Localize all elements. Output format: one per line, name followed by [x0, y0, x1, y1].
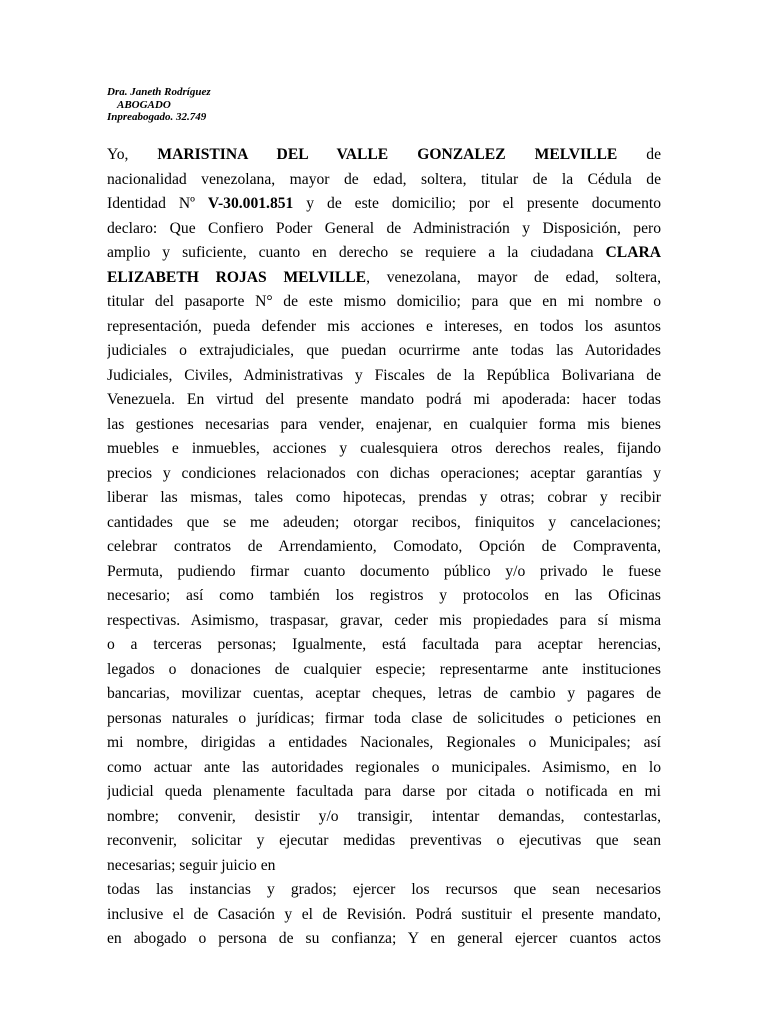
body-line — [107, 266, 661, 291]
body-text-segment: Venezuela. En virtud del presente mandato podrá mi apoderada: hacer todas — [107, 391, 661, 408]
body-text-segment: bancarias, movilizar cuentas, aceptar cheques, letras de cambio y pagares de — [107, 685, 661, 702]
power-of-attorney-body — [107, 143, 661, 952]
body-text-segment: o a terceras personas; Igualmente, está facultada para aceptar herencias, — [107, 636, 661, 653]
body-line — [107, 560, 661, 585]
body-line — [107, 486, 661, 511]
body-line — [107, 780, 661, 805]
body-line — [107, 241, 661, 266]
body-text-segment: inclusive el de Casación y el de Revisión. Podrá sustituir el presente mandato, — [107, 905, 661, 923]
body-line — [107, 437, 661, 462]
body-text-segment: legados o donaciones de cualquier especie; representarme ante instituciones — [107, 660, 661, 678]
body-text-segment: personas naturales o jurídicas; firmar toda clase de solicitudes o peticiones en — [107, 709, 661, 727]
body-line — [107, 756, 661, 781]
body-text-segment: celebrar contratos de Arrendamiento, Comodato, Opción de Compraventa, — [107, 538, 661, 555]
body-text-segment: reconvenir, solicitar y ejecutar medidas preventivas o ejecutivas que sean — [107, 832, 661, 849]
body-text-segment: mi nombre, dirigidas a entidades Nacionales, Regionales o Municipales; así — [107, 734, 661, 751]
attorney-title: ABOGADO — [117, 98, 171, 111]
body-line — [107, 829, 661, 854]
body-line — [107, 682, 661, 707]
body-line — [107, 364, 661, 389]
body-text-segment: , venezolana, mayor de edad, soltera, — [366, 268, 661, 286]
body-text-segment: las gestiones necesarias para vender, enajenar, en cualquier forma mis bienes — [107, 415, 661, 433]
body-text-segment: judiciales o extrajudiciales, que puedan ocurrirme ante todas las Autoridades — [107, 342, 661, 359]
bold-text: V-30.001.851 — [207, 195, 294, 212]
body-text-segment: Identidad Nº — [107, 195, 208, 212]
body-text-segment: nacionalidad venezolana, mayor de edad, soltera, titular de la Cédula de — [107, 170, 661, 188]
body-text-segment: de — [617, 146, 661, 163]
body-text-segment: y de este domicilio; por el presente documento — [293, 195, 661, 212]
body-text-segment: Yo, — [107, 146, 158, 163]
body-line — [107, 707, 661, 732]
body-text-segment: titular del pasaporte N° de este mismo domicilio; para que en mi nombre o — [107, 293, 661, 310]
body-line — [107, 878, 661, 903]
body-line — [107, 168, 661, 193]
body-text-segment: necesario; así como también los registros y protocolos en las Oficinas — [107, 587, 661, 604]
body-text-segment: en abogado o persona de su confianza; Y en general ejercer cuantos actos — [107, 930, 661, 947]
body-line — [107, 903, 661, 928]
body-line — [107, 633, 661, 658]
bold-text: CLARA — [605, 244, 661, 261]
body-text-segment: judicial queda plenamente facultada para darse por citada o notificada en mi — [107, 783, 661, 800]
body-line — [107, 854, 661, 879]
body-text-segment: precios y condiciones relacionados con dichas operaciones; aceptar garantías y — [107, 464, 661, 482]
body-text-segment: Judiciales, Civiles, Administrativas y Fiscales de la República Bolivariana de — [107, 366, 661, 384]
body-line — [107, 731, 661, 756]
body-text-segment: necesarias; seguir juicio en — [107, 856, 276, 874]
body-text-segment: representación, pueda defender mis acciones e intereses, en todos los asuntos — [107, 317, 661, 335]
body-text-segment: respectivas. Asimismo, traspasar, gravar, ceder mis propiedades para sí misma — [107, 611, 661, 629]
bold-text: ELIZABETH ROJAS MELVILLE — [107, 268, 367, 286]
body-text-segment: amplio y suficiente, cuanto en derecho se requiere a la ciudadana — [107, 244, 606, 261]
body-text-segment: todas las instancias y grados; ejercer los recursos que sean necesarios — [107, 881, 661, 898]
body-line — [107, 143, 661, 168]
body-line — [107, 805, 661, 830]
body-line — [107, 927, 661, 952]
body-text-segment: liberar las mismas, tales como hipotecas, prendas y otras; cobrar y recibir — [107, 489, 661, 506]
body-line — [107, 290, 661, 315]
attorney-name: Dra. Janeth Rodríguez — [107, 86, 211, 98]
body-text-segment: cantidades que se me adeuden; otorgar recibos, finiquitos y cancelaciones; — [107, 513, 661, 531]
body-text-segment: muebles e inmuebles, acciones y cualesquiera otros derechos reales, fijando — [107, 440, 661, 457]
body-text-segment: Permuta, pudiendo firmar cuanto documento público y/o privado le fuese — [107, 562, 661, 580]
body-line — [107, 315, 661, 340]
body-line — [107, 413, 661, 438]
body-line — [107, 217, 661, 242]
body-line — [107, 511, 661, 536]
attorney-registry: Inpreabogado. 32.749 — [107, 111, 207, 123]
body-line — [107, 609, 661, 634]
body-line — [107, 388, 661, 413]
body-line — [107, 535, 661, 560]
body-line — [107, 658, 661, 683]
bold-text: MARISTINA DEL VALLE GONZALEZ MELVILLE — [157, 146, 618, 163]
body-line — [107, 462, 661, 487]
body-text-segment: como actuar ante las autoridades regionales o municipales. Asimismo, en lo — [107, 758, 661, 776]
body-text-segment: declaro: Que Confiero Poder General de Administración y Disposición, pero — [107, 219, 661, 237]
body-text-segment: nombre; convenir, desistir y/o transigir, intentar demandas, contestarlas, — [107, 807, 661, 825]
letterhead — [107, 86, 211, 124]
body-line — [107, 584, 661, 609]
body-line — [107, 192, 661, 217]
body-line — [107, 339, 661, 364]
